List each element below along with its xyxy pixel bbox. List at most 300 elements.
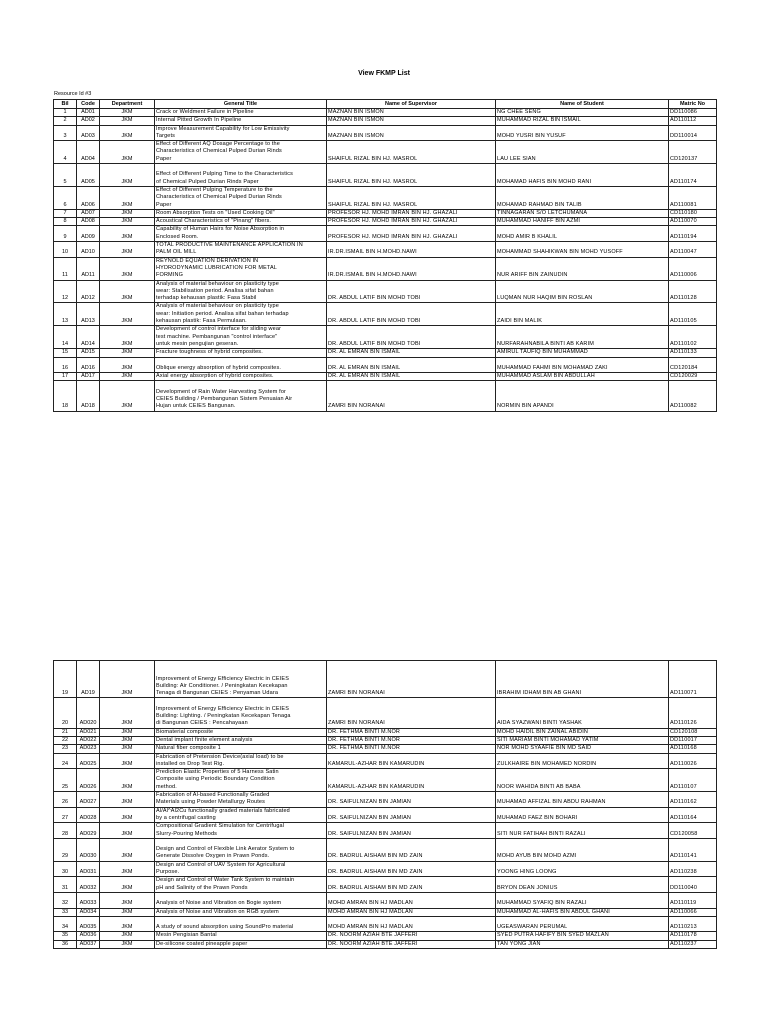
title-line: PALM OIL MILL [156, 249, 197, 256]
title-line: Biomaterial composite [156, 728, 214, 735]
cell-supervisor: DR. AL EMRAN BIN ISMAIL [327, 357, 496, 373]
cell-student: NUR ARIFF BIN ZAINUDIN [496, 257, 669, 280]
cell-code: AD026 [77, 769, 100, 792]
cell-department: JKM [100, 125, 155, 141]
cell-department: JKM [100, 940, 155, 948]
title-line: terhadap kehausan plastik: Fasa Stabil [156, 295, 257, 302]
header-student: Name of Student [496, 100, 669, 109]
cell-bil: 20 [54, 698, 77, 728]
cell-department: JKM [100, 753, 155, 769]
table-header-row [54, 100, 717, 109]
cell-department: JKM [100, 326, 155, 349]
cell-department: JKM [100, 164, 155, 187]
title-line: Mesin Pengisian Bantal [156, 932, 217, 939]
cell-supervisor: IR.DR.ISMAIL BIN H.MOHD.NAWI [327, 242, 496, 258]
cell-general-title [155, 117, 327, 125]
cell-matric: AD110126 [669, 698, 717, 728]
cell-department: JKM [100, 728, 155, 736]
cell-general-title [155, 141, 327, 164]
title-line: Fabrication of Pretension Device(axial load) to be [156, 753, 284, 760]
title-line: Paper [156, 201, 172, 208]
cell-student: NURFARAHNABILA BINTI AB KARIM [496, 326, 669, 349]
cell-department: JKM [100, 357, 155, 373]
cell-matric: AD110238 [669, 861, 717, 877]
cell-student: MUHAMMAD AL-HAFIS BIN ABDUL GHANI [496, 908, 669, 916]
cell-code: AD12 [77, 280, 100, 303]
cell-code: AD08 [77, 218, 100, 226]
cell-matric: AD110119 [669, 892, 717, 908]
cell-department: JKM [100, 257, 155, 280]
cell-general-title [155, 916, 327, 932]
cell-student: MOHD YUSRI BIN YUSUF [496, 125, 669, 141]
cell-bil: 26 [54, 792, 77, 808]
title-line: Analysis of Noise and Vibration on RGB system [156, 908, 279, 915]
cell-general-title [155, 373, 327, 381]
cell-supervisor: SHAIFUL RIZAL BIN HJ. MASROL [327, 186, 496, 209]
cell-general-title [155, 186, 327, 209]
cell-supervisor: DR. FETHMA BINTI M.NOR [327, 736, 496, 744]
cell-department: JKM [100, 186, 155, 209]
cell-code: AD022 [77, 736, 100, 744]
title-line: Capability of Human Hairs for Noise Absorption in [156, 226, 285, 233]
cell-bil: 9 [54, 226, 77, 242]
title-line: Analysis of material behaviour on plasticity type [156, 303, 279, 310]
title-line: Fabrication of Al-based Functionally Graded [156, 792, 270, 799]
cell-student: NOOR WAHIDA BINTI AB BABA [496, 769, 669, 792]
cell-bil: 36 [54, 940, 77, 948]
cell-student: MOHD AYUB BIN MOHD AZMI [496, 838, 669, 861]
cell-code: AD027 [77, 792, 100, 808]
cell-bil: 29 [54, 838, 77, 861]
table-row [54, 753, 717, 769]
table-row [54, 823, 717, 839]
table-row [54, 349, 717, 357]
table-row [54, 303, 717, 326]
cell-matric: CD110180 [669, 209, 717, 217]
cell-matric: CD120184 [669, 357, 717, 373]
cell-supervisor: MOHD AMRAN BIN HJ MADLAN [327, 908, 496, 916]
cell-student: MOHAMAD HAFIS BIN MOHD RANI [496, 164, 669, 187]
table-row [54, 280, 717, 303]
cell-department: JKM [100, 381, 155, 411]
cell-general-title [155, 349, 327, 357]
table-row [54, 792, 717, 808]
cell-general-title [155, 661, 327, 698]
title-line: Improvement of Energy Efficiency Electric in CEIES [156, 705, 290, 712]
cell-general-title [155, 728, 327, 736]
cell-general-title [155, 877, 327, 893]
cell-matric: AD110112 [669, 117, 717, 125]
cell-code: AD036 [77, 932, 100, 940]
cell-general-title [155, 109, 327, 117]
cell-matric: AD110162 [669, 792, 717, 808]
table-row [54, 109, 717, 117]
cell-supervisor: DR. AL EMRAN BIN ISMAIL [327, 349, 496, 357]
table-row [54, 745, 717, 753]
cell-department: JKM [100, 373, 155, 381]
cell-supervisor: DR. SAIFULNIZAN BIN JAMIAN [327, 807, 496, 823]
title-line: Materials using Powder Metallurgy Routes [156, 799, 266, 806]
header-supervisor: Name of Supervisor [327, 100, 496, 109]
cell-supervisor: DR. BADRUL AISHAM BIN MD ZAIN [327, 861, 496, 877]
cell-code: AD023 [77, 745, 100, 753]
title-line: Design and Control of Flexible Link Aerator System to [156, 846, 295, 853]
cell-department: JKM [100, 141, 155, 164]
cell-bil: 32 [54, 892, 77, 908]
cell-matric: AD110105 [669, 303, 717, 326]
cell-matric: AD110194 [669, 226, 717, 242]
cell-supervisor: KAMARUL-AZHAR BIN KAMARUDIN [327, 769, 496, 792]
cell-bil: 25 [54, 769, 77, 792]
cell-supervisor: DR. ABDUL LATIF BIN MOHD TOBI [327, 326, 496, 349]
cell-student: MUHAMMAD FAHMI BIN MOHAMAD ZAKI [496, 357, 669, 373]
title-line: Room Absorption Tests on "Used Cooking Oil" [156, 209, 275, 216]
cell-general-title [155, 908, 327, 916]
cell-code: AD031 [77, 861, 100, 877]
title-line: Effect of Different Pulping Temperature to the [156, 186, 273, 193]
cell-code: AD02 [77, 117, 100, 125]
cell-matric: AD110081 [669, 186, 717, 209]
cell-student: NOR MOHD SYAAFIE BIN MD SAID [496, 745, 669, 753]
cell-department: JKM [100, 226, 155, 242]
cell-general-title [155, 932, 327, 940]
cell-bil: 34 [54, 916, 77, 932]
cell-matric: DD110040 [669, 877, 717, 893]
cell-matric: AD110174 [669, 164, 717, 187]
cell-supervisor: DR. ABDUL LATIF BIN MOHD TOBI [327, 303, 496, 326]
cell-student: LAU LEE SIAN [496, 141, 669, 164]
cell-student: MOHD AMIR B KHALIL [496, 226, 669, 242]
cell-department: JKM [100, 218, 155, 226]
cell-code: AD035 [77, 916, 100, 932]
cell-matric: CD120137 [669, 141, 717, 164]
cell-bil: 23 [54, 745, 77, 753]
title-line: Building: Air Conditioner. / Peningkatan Kecekapan [156, 682, 288, 689]
cell-student: AMIRUL TAUFIQ BIN MUHAMMAD [496, 349, 669, 357]
cell-supervisor: ZAMRI BIN NORANAI [327, 661, 496, 698]
cell-bil: 28 [54, 823, 77, 839]
title-line: Purpose. [156, 869, 180, 876]
cell-general-title [155, 125, 327, 141]
title-line: Compositional Gradient Simulation for Centrifugal [156, 823, 285, 830]
cell-student: MOHD HAIDIL BIN ZAINAL ABIDIN [496, 728, 669, 736]
title-line: Targets [156, 132, 176, 139]
cell-student: MUHAMMAD ASLAM BIN ABDULLAH [496, 373, 669, 381]
cell-department: JKM [100, 745, 155, 753]
title-line: De-silicone coated pineapple paper [156, 940, 248, 947]
cell-student: NG CHEE SENG [496, 109, 669, 117]
table-row [54, 908, 717, 916]
header-department: Department [100, 100, 155, 109]
cell-bil: 8 [54, 218, 77, 226]
cell-supervisor: MAZNAN BIN ISMON [327, 117, 496, 125]
title-line: Design and Control of UAV System for Agricultural [156, 861, 286, 868]
title-line: untuk mesin pengujian geseran. [156, 340, 239, 347]
title-line: Enclosed Room. [156, 233, 199, 240]
title-line: Effect of Different Pulping Time to the Characteristics [156, 171, 294, 178]
header-bil: Bil [54, 100, 77, 109]
cell-department: JKM [100, 117, 155, 125]
cell-code: AD05 [77, 164, 100, 187]
cell-bil: 19 [54, 661, 77, 698]
cell-bil: 2 [54, 117, 77, 125]
cell-department: JKM [100, 769, 155, 792]
title-line: Al/Al^Al2Cu functionally graded materials fabricated [156, 807, 290, 814]
header-general-title: General Title [155, 100, 327, 109]
cell-supervisor: SHAIFUL RIZAL BIN HJ. MASROL [327, 141, 496, 164]
cell-student: SITI NUR FATIHAH BINTI RAZALI [496, 823, 669, 839]
title-line: Acoustical Characteristics of "Pinang" fibers. [156, 218, 272, 225]
title-line: Effect of Different AQ Dosage Percentage to the [156, 141, 280, 148]
cell-general-title [155, 823, 327, 839]
cell-bil: 11 [54, 257, 77, 280]
cell-student: TAN YONG JIAN [496, 940, 669, 948]
title-line: Fracture toughness of hybrid composites. [156, 349, 263, 356]
cell-bil: 18 [54, 381, 77, 411]
cell-supervisor: DR. SAIFULNIZAN BIN JAMIAN [327, 792, 496, 808]
cell-code: AD030 [77, 838, 100, 861]
cell-matric: DD110086 [669, 109, 717, 117]
cell-student: AIDA SYAZWANI BINTI YASHAK [496, 698, 669, 728]
cell-code: AD01 [77, 109, 100, 117]
cell-supervisor: PROFESOR HJ. MOHD IMRAN BIN HJ. GHAZALI [327, 209, 496, 217]
cell-supervisor: ZAMRI BIN NORANAI [327, 698, 496, 728]
title-line: of Chemical Pulped Durian Rinds Paper [156, 178, 259, 185]
cell-code: AD04 [77, 141, 100, 164]
cell-supervisor: DR. NOORM AZIAH BTE JAFFERI [327, 940, 496, 948]
cell-student: IBRAHIM IDHAM BIN AB GHANI [496, 661, 669, 698]
cell-code: AD09 [77, 226, 100, 242]
cell-supervisor: MOHD AMRAN BIN HJ MADLAN [327, 916, 496, 932]
cell-bil: 13 [54, 303, 77, 326]
fkmp-table-part2 [53, 660, 717, 949]
page-title: View FKMP List [358, 70, 410, 77]
header-code: Code [77, 100, 100, 109]
cell-bil: 7 [54, 209, 77, 217]
cell-bil: 17 [54, 373, 77, 381]
title-line: Generate Dissolve Oxygen in Prawn Ponds. [156, 853, 270, 860]
cell-supervisor: DR. FETHMA BINTI M.NOR [327, 745, 496, 753]
cell-department: JKM [100, 242, 155, 258]
cell-student: MUHAMMAD RIZAL BIN ISMAIL [496, 117, 669, 125]
cell-general-title [155, 698, 327, 728]
title-line: wear: Initiation period. Analisa sifat bahan terhadap [156, 310, 289, 317]
cell-bil: 6 [54, 186, 77, 209]
cell-supervisor: DR. BADRUL AISHAM BIN MD ZAIN [327, 877, 496, 893]
cell-code: AD021 [77, 728, 100, 736]
cell-department: JKM [100, 736, 155, 744]
cell-department: JKM [100, 792, 155, 808]
cell-student: BRYON DEAN JONIUS [496, 877, 669, 893]
title-line: kehausan plastik: Fasa Permulaan. [156, 318, 247, 325]
cell-general-title [155, 861, 327, 877]
title-line: Improvement of Energy Efficiency Electric in CEIES [156, 675, 290, 682]
cell-general-title [155, 769, 327, 792]
cell-matric: AD110026 [669, 753, 717, 769]
resource-id-label: Resource Id #3 [54, 91, 92, 97]
cell-code: AD17 [77, 373, 100, 381]
cell-matric: AD110213 [669, 916, 717, 932]
title-line: TOTAL PRODUCTIVE MAINTENANCE APPLICATION IN [156, 242, 303, 249]
cell-general-title [155, 218, 327, 226]
cell-student: ZAIDI BIN MALIK [496, 303, 669, 326]
cell-student: YOONG HING LOONG [496, 861, 669, 877]
cell-supervisor: MAZNAN BIN ISMON [327, 125, 496, 141]
cell-general-title [155, 792, 327, 808]
cell-matric: AD110168 [669, 745, 717, 753]
title-line: wear: Stabilisation period. Analisa sifat bahan [156, 287, 274, 294]
cell-student: MUHAMMAD SYAFIQ BIN RAZALI [496, 892, 669, 908]
table-row [54, 209, 717, 217]
cell-student: ZULKHAIRE BIN MOHAMED NORDIN [496, 753, 669, 769]
table-row [54, 186, 717, 209]
cell-matric: AD110006 [669, 257, 717, 280]
cell-student: TINNAGARAN S/O LETCHUMANA [496, 209, 669, 217]
cell-supervisor: DR. ABDUL LATIF BIN MOHD TOBI [327, 280, 496, 303]
cell-bil: 27 [54, 807, 77, 823]
cell-matric: AD110237 [669, 940, 717, 948]
cell-matric: DD110017 [669, 736, 717, 744]
cell-bil: 21 [54, 728, 77, 736]
cell-department: JKM [100, 838, 155, 861]
cell-general-title [155, 838, 327, 861]
cell-bil: 15 [54, 349, 77, 357]
cell-supervisor: DR. SAIFULNIZAN BIN JAMIAN [327, 823, 496, 839]
cell-general-title [155, 940, 327, 948]
cell-matric: AD110164 [669, 807, 717, 823]
title-line: test machine. Pembangunan "control interface" [156, 333, 278, 340]
table-row [54, 164, 717, 187]
title-line: Development of Rain Water Harvesting System for [156, 388, 287, 395]
table-row [54, 877, 717, 893]
cell-matric: AD110047 [669, 242, 717, 258]
title-line: Development of control interface for sliding wear [156, 326, 282, 333]
table-row [54, 218, 717, 226]
cell-matric: AD110102 [669, 326, 717, 349]
cell-code: AD19 [77, 661, 100, 698]
cell-matric: AD110133 [669, 349, 717, 357]
cell-department: JKM [100, 349, 155, 357]
cell-bil: 10 [54, 242, 77, 258]
title-line: by a centrifugal casting [156, 814, 216, 821]
cell-matric: AD110128 [669, 280, 717, 303]
cell-department: JKM [100, 698, 155, 728]
cell-general-title [155, 280, 327, 303]
cell-bil: 31 [54, 877, 77, 893]
cell-general-title [155, 226, 327, 242]
table-row [54, 698, 717, 728]
table-row [54, 736, 717, 744]
cell-supervisor: KAMARUL-AZHAR BIN KAMARUDIN [327, 753, 496, 769]
cell-department: JKM [100, 661, 155, 698]
table-row [54, 242, 717, 258]
table-row [54, 117, 717, 125]
cell-student: NORMIN BIN APANDI [496, 381, 669, 411]
table-row [54, 807, 717, 823]
table-row [54, 381, 717, 411]
title-line: Analysis of material behaviour on plasticity type [156, 280, 279, 287]
cell-code: AD11 [77, 257, 100, 280]
title-line: Tenaga di Bangunan CEIES : Penyaman Udara [156, 690, 279, 697]
title-line: method. [156, 783, 177, 790]
table-row [54, 226, 717, 242]
title-line: di Bangunan CEIES : Pencahayaan [156, 720, 248, 727]
cell-department: JKM [100, 209, 155, 217]
cell-department: JKM [100, 916, 155, 932]
cell-matric: CD120058 [669, 823, 717, 839]
title-line: CEIES Building / Pembangunan Sistem Penuaian Air [156, 395, 293, 402]
cell-bil: 12 [54, 280, 77, 303]
cell-student: MOHAMMAD SHAHIKWAN BIN MOHD YUSOFF [496, 242, 669, 258]
title-line: FORMING [156, 272, 184, 279]
title-line: installed on Drop Test Rig. [156, 760, 225, 767]
cell-matric: AD110070 [669, 218, 717, 226]
cell-code: AD13 [77, 303, 100, 326]
cell-student: MUHAMAD AFFIZAL BIN ABDU RAHMAN [496, 792, 669, 808]
cell-supervisor: MOHD AMRAN BIN HJ MADLAN [327, 892, 496, 908]
cell-general-title [155, 326, 327, 349]
cell-matric: AD110082 [669, 381, 717, 411]
cell-general-title [155, 164, 327, 187]
title-line: Paper [156, 155, 172, 162]
title-line: Characteristics of Chemical Pulped Durian Rinds [156, 194, 282, 201]
cell-matric: AD110107 [669, 769, 717, 792]
cell-supervisor: ZAMRI BIN NORANAI [327, 381, 496, 411]
cell-code: AD037 [77, 940, 100, 948]
table-row [54, 125, 717, 141]
cell-student: SYED PUTRA HAFIFY BIN SYED MAZLAN [496, 932, 669, 940]
title-line: Characteristics of Chemical Pulped Durian Rinds [156, 148, 282, 155]
cell-matric: AD110141 [669, 838, 717, 861]
fkmp-table-part1 [53, 99, 717, 412]
cell-supervisor: DR. FETHMA BINTI M.NOR [327, 728, 496, 736]
cell-general-title [155, 357, 327, 373]
cell-bil: 22 [54, 736, 77, 744]
cell-bil: 35 [54, 932, 77, 940]
cell-bil: 1 [54, 109, 77, 117]
cell-code: AD10 [77, 242, 100, 258]
cell-code: AD033 [77, 892, 100, 908]
cell-general-title [155, 892, 327, 908]
title-line: Design and Control of Water Tank System to maintain [156, 877, 295, 884]
cell-code: AD07 [77, 209, 100, 217]
cell-bil: 4 [54, 141, 77, 164]
cell-department: JKM [100, 861, 155, 877]
cell-general-title [155, 753, 327, 769]
title-line: Natural fiber composite 1 [156, 745, 221, 752]
cell-student: UGEASWARAN PERUMAL [496, 916, 669, 932]
cell-matric: AD110178 [669, 932, 717, 940]
cell-department: JKM [100, 280, 155, 303]
table-row [54, 373, 717, 381]
title-line: Oblique energy absorption of hybrid composites. [156, 364, 282, 371]
cell-general-title [155, 745, 327, 753]
title-line: Crack or Weldment Failure in Pipeline [156, 109, 254, 115]
table-row [54, 769, 717, 792]
title-line: pH and Salinity of the Prawn Ponds [156, 884, 248, 891]
title-line: A study of sound absorption using SoundPro material [156, 924, 294, 931]
table-row [54, 326, 717, 349]
title-line: Slurry-Pouring Methods [156, 830, 218, 837]
table-row [54, 892, 717, 908]
cell-code: AD029 [77, 823, 100, 839]
cell-general-title [155, 242, 327, 258]
header-matric: Matric No [669, 100, 717, 109]
cell-supervisor: DR. NOORM AZIAH BTE JAFFERI [327, 932, 496, 940]
title-line: Building: Lighting. / Peningkatan Kecekapan Tenaga [156, 713, 291, 720]
cell-bil: 3 [54, 125, 77, 141]
cell-department: JKM [100, 807, 155, 823]
